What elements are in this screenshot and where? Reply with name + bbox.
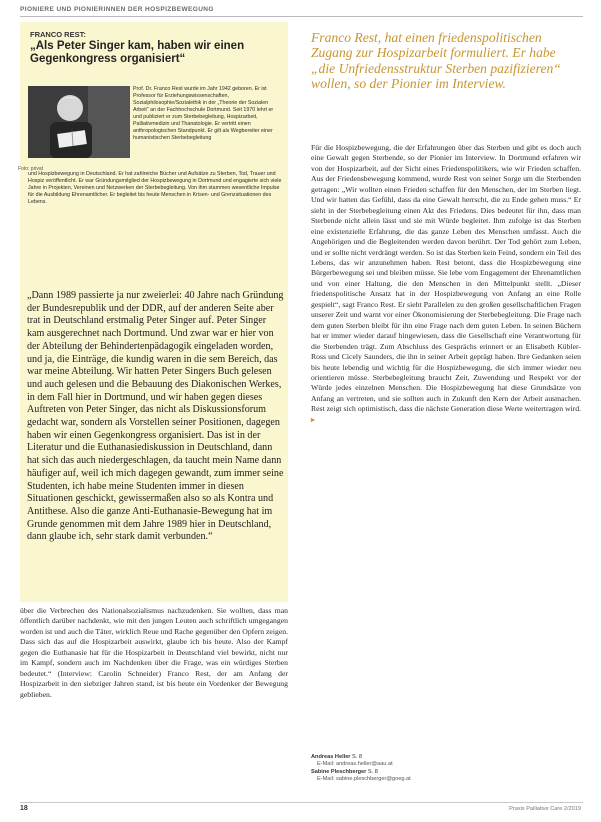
article-body-right (311, 143, 581, 425)
contact-ref: S. 8 (352, 754, 362, 760)
author-label: FRANCO REST: (30, 30, 86, 39)
page-number: 18 (20, 805, 28, 812)
photo-credit: Foto: privat (18, 166, 44, 172)
body-text: Für die Hospizbewegung, die der Erfahrungen über das Sterben und gibt es doch auch eine Gewalt gegen Sterbende, so der Pionier im Interview. In Dortmund erfahren wir von der Hospizarbeit, auf der Sicht eines Friedenspolitikers, wie wir Frieden schaffen. Aus der Friedensbewegung kommend, wurde Rest von seiner Sorge um die Sterbenden getragen: „Wir wollten einen Frieden schaffen für den Menschen, der im Sterben liegt. Und wir hatten das Gefühl, dass da eine Gewalt herrscht, die zu Ende gehen muss.“ Er sieht in der Sterbebegleitung einen Akt des Friedens. Dies bedeutet für ihn, dass man Sterbende nicht allein lässt und sie mit Würde begleitet. Ihm zufolge ist das Sterben eine existenzielle Erfahrung, die das ganze Leben des Menschen umfasst. Auch die Angehörigen und die Begleitenden werden davon berührt. Der Tod gehört zum Leben, und er sollte nicht verdrängt werden. So ist das Sterben kein Feind, sondern ein Teil des Lebens, das wir anzunehmen haben. Rest betont, dass die Hospizbewegung eine Bürgerbewegung sei und bleiben müsse. Sie lebe vom Engagement der Ehrenamtlichen und von einer Haltung, die den Menschen in den Mittelpunkt stellt. „Dieser friedenspolitische Ansatz hat in der Hospizbewegung von Anfang an eine Rolle gespielt“, sagt Franco Rest. Er sieht Parallelen zu den großen gesellschaftlichen Fragen unserer Zeit und warnt vor einer Ökonomisierung der Sterbebegleitung. Die Frage nach dem guten Sterben bleibt für ihn eine Frage nach dem guten Leben. In seinen Büchern hat er immer wieder darauf hingewiesen, dass die Gesellschaft eine Verantwortung für die Sterbenden trägt. Zum Abschluss des Gesprächs erinnert er an Elisabeth Kübler-Ross und Cicely Saunders, die ihn in seiner Arbeit geprägt haben. Ihre Gedanken seien bis heute lebendig und wichtig für die Hospizbewegung, die sich immer wieder neu orientieren müsse. Sterbebegleitung braucht Zeit, Zuwendung und Respekt vor der Würde jedes einzelnen Menschen. Die Hospizbewegung hat diese Grundsätze von Anfang an vertreten, und sie sollten auch in Zukunft den Kern der Arbeit ausmachen. Rest zeigt sich optimistisch, dass die nächste Generation diese Werte weitertragen wird. (311, 143, 581, 414)
journal-reference: Praxis Palliative Care 2/2019 (509, 806, 581, 812)
author-bio: Prof. Dr. Franco Rest wurde im Jahr 1942 geboren. Er ist Professor für Erziehungswissenschaften, Sozialphilosophie/Sozialethik in der „Theorie der Sozialen Arbeit“ an der Fachhochschule Dortmund. Seit 1970 lehrt er und publiziert er zum Sterbebegleitung, Hospizarbeit, Palliativmedizin und Thanatologie. Er vertritt einen anthropologischen Standpunkt. Er gilt als Wegbereiter einer humanistischen Sterbebegleitung (133, 86, 274, 141)
article-body-left: über die Verbrechen des Nationalsozialismus nachzudenken. Sie wollten, dass man öffentlich darüber nachdenkt, wie mit den jungen Leuten auch schriftlich umgegangen worden ist und auch die Täter, wirklich Reue und Rache gegenüber den Opfern zeigen. Dass sich das auf die Hospizarbeit auswirkt, glaube ich bis heute. Also der Kampf gegen die Euthanasie hat für die Hospizarbeit in Deutschland viel bewirkt, nicht nur im Kampf, sondern auch im Nachdenken über die Frage, was ein würdiges Sterben bedeutet.“ (Interview: Carolin Schneider) Franco Rest, der am Anfang der Hospizarbeit in den siebziger Jahren stand, ist bis heute ein Vordenker der Bewegung geblieben. (20, 606, 288, 699)
end-mark-icon: ▸ (311, 414, 315, 424)
header-divider (20, 16, 583, 17)
interview-quote: „Dann 1989 passierte ja nur zweierlei: 40 Jahre nach Gründung der Bundesrepublik und der DDR, auf der anderen Seite aber trat in Deutschland erstmalig Peter Singer auf. Peter Singer kam ausgerechnet nach Dortmund. Und zwar war er hier von der Abteilung der Behindertenpädagogik eingeladen worden, und ja, die Einträge, die kundig waren in die sem Bereich, das war meine Abteilung. Wir hatten Peter Singers Buch gelesen und auch gelesen und die Bebauung des Diakonischen Werkes, in dem Fall hier in Dortmund, und wir haben gegen dieses Auftreten von Peter Singer, das nicht als Diskussionsforum gedacht war, sondern als Vorstellen seiner Positionen, dagegen haben wir einen Gegenkongress organisiert. Das ist in der Literatur und die Euthanasiediskussion in Deutschland, dann hat sich das auch niedergeschlagen, da taucht mein Name dann häufiger auf, weil ich mich dagegen gewandt, zum immer seine Studenten, ich habe meine Studenten immer in diesen Situationen geschickt, gewissermaßen also so als Kontra und Antithese. Also die ganze Anti-Euthanasie-Bewegung hat im Grunde genommen mit dem Jahre 1989 hier in Deutschland, dann glaube ich, sehr stark damit verbunden.“ (27, 290, 284, 543)
author-photo (28, 86, 130, 158)
contact-ref: S. 8 (367, 768, 378, 775)
footer-divider (20, 802, 583, 803)
section-header: PIONIERE UND PIONIERINNEN DER HOSPIZBEWEGUNG (20, 6, 214, 13)
contact-name: Andreas Heller (311, 754, 351, 760)
contact-entry (311, 769, 581, 776)
contact-name: Sabine Pleschberger (311, 768, 367, 775)
article-title: „Als Peter Singer kam, haben wir einen Gegenkongress organisiert“ (30, 40, 245, 65)
author-contacts (311, 754, 581, 784)
author-bio-continued: und Hospizbewegung in Deutschland. Er hat zahlreiche Bücher und Aufsätze zu Sterben, Tod, Trauer und Hospiz veröffentlicht. Er war Gründungsmitglied der Hospizbewegung in Dortmund und engagierte sich viele Jahre in Projekten, Vereinen und Netzwerken der Sterbebegleitung. Von ihm stammen wesentliche Impulse für die Ausbildung Ehrenamtlicher. Er begleitet bis heute Menschen in Krisen- und Grenzsituationen des Lebens. (28, 171, 282, 205)
article-lead: Franco Rest, hat einen friedenspolitischen Zugang zur Hospizarbeit formuliert. Er habe „die Unfriedensstruktur Sterben pazifizieren“ wollen, so der Pionier im Interview. (311, 30, 561, 92)
contact-entry (311, 754, 581, 761)
contact-email[interactable]: E-Mail: andreas.heller@aau.at (317, 761, 393, 768)
contact-email[interactable]: E-Mail: sabine.pleschberger@goeg.at (317, 776, 411, 783)
